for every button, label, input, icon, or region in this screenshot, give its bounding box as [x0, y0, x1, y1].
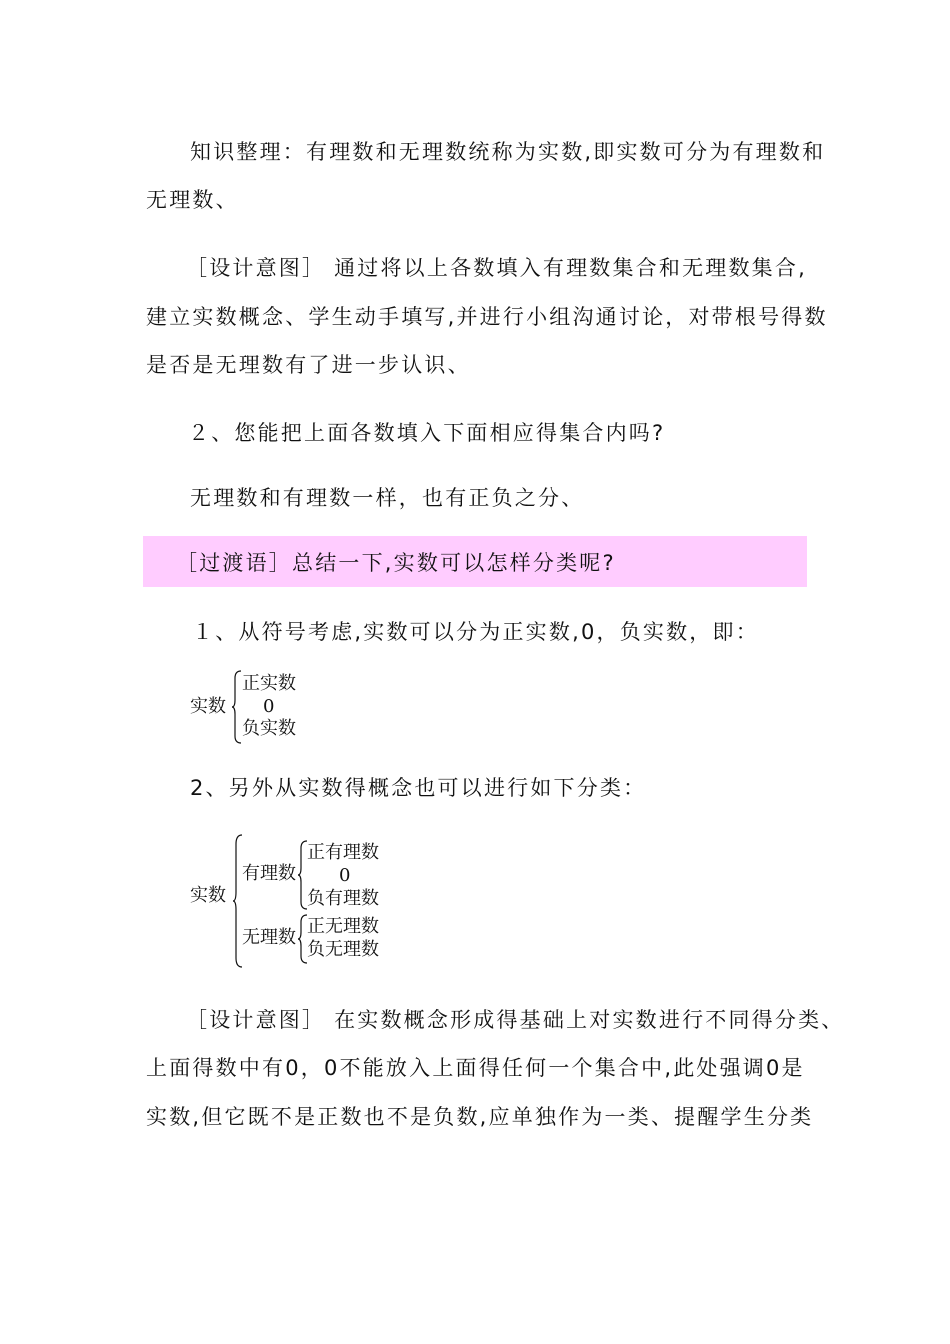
diagram1-item-negative: 负实数 [242, 718, 296, 739]
diagram2-rational-zero: 0 [339, 865, 351, 886]
paragraph-design2-line2: 上面得数中有0，0不能放入上面得任何一个集合中,此处强调0是 [146, 1056, 805, 1080]
paragraph-design-line2: 建立实数概念、学生动手填写,并进行小组沟通讨论，对带根号得数 [146, 305, 828, 329]
paragraph-classification-2: 2、另外从实数得概念也可以进行如下分类： [190, 776, 647, 800]
paragraph-question-2: ２、您能把上面各数填入下面相应得集合内吗? [188, 421, 666, 445]
diagram2-root: 实数 [190, 885, 226, 906]
transition-text: ［过渡语］总结一下,实数可以怎样分类呢? [176, 551, 616, 575]
paragraph-sign: 无理数和有理数一样，也有正负之分、 [190, 486, 585, 510]
paragraph-design2-line1: ［设计意图］ 在实数概念形成得基础上对实数进行不同得分类、 [186, 1008, 845, 1032]
diagram2-irrational-positive: 正无理数 [307, 916, 379, 937]
diagram2-rational-negative: 负有理数 [307, 888, 379, 909]
paragraph-design-line3: 是否是无理数有了进一步认识、 [146, 353, 471, 377]
diagram2-irrational: 无理数 [242, 927, 296, 948]
diagram1-item-zero: 0 [263, 696, 275, 717]
paragraph-design-line1: ［设计意图］ 通过将以上各数填入有理数集合和无理数集合, [186, 256, 807, 280]
diagram1-item-positive: 正实数 [242, 673, 296, 694]
paragraph-knowledge-line2: 无理数、 [146, 188, 239, 212]
diagram2-rational: 有理数 [242, 863, 296, 884]
diagram1-root: 实数 [190, 696, 226, 717]
paragraph-knowledge-line1: 知识整理：有理数和无理数统称为实数,即实数可分为有理数和 [190, 140, 826, 164]
paragraph-classification-1: １、从符号考虑,实数可以分为正实数,0，负实数，即： [192, 620, 759, 644]
diagram2-rational-positive: 正有理数 [307, 842, 379, 863]
diagram2-irrational-negative: 负无理数 [307, 939, 379, 960]
paragraph-design2-line3: 实数,但它既不是正数也不是负数,应单独作为一类、提醒学生分类 [146, 1105, 814, 1129]
